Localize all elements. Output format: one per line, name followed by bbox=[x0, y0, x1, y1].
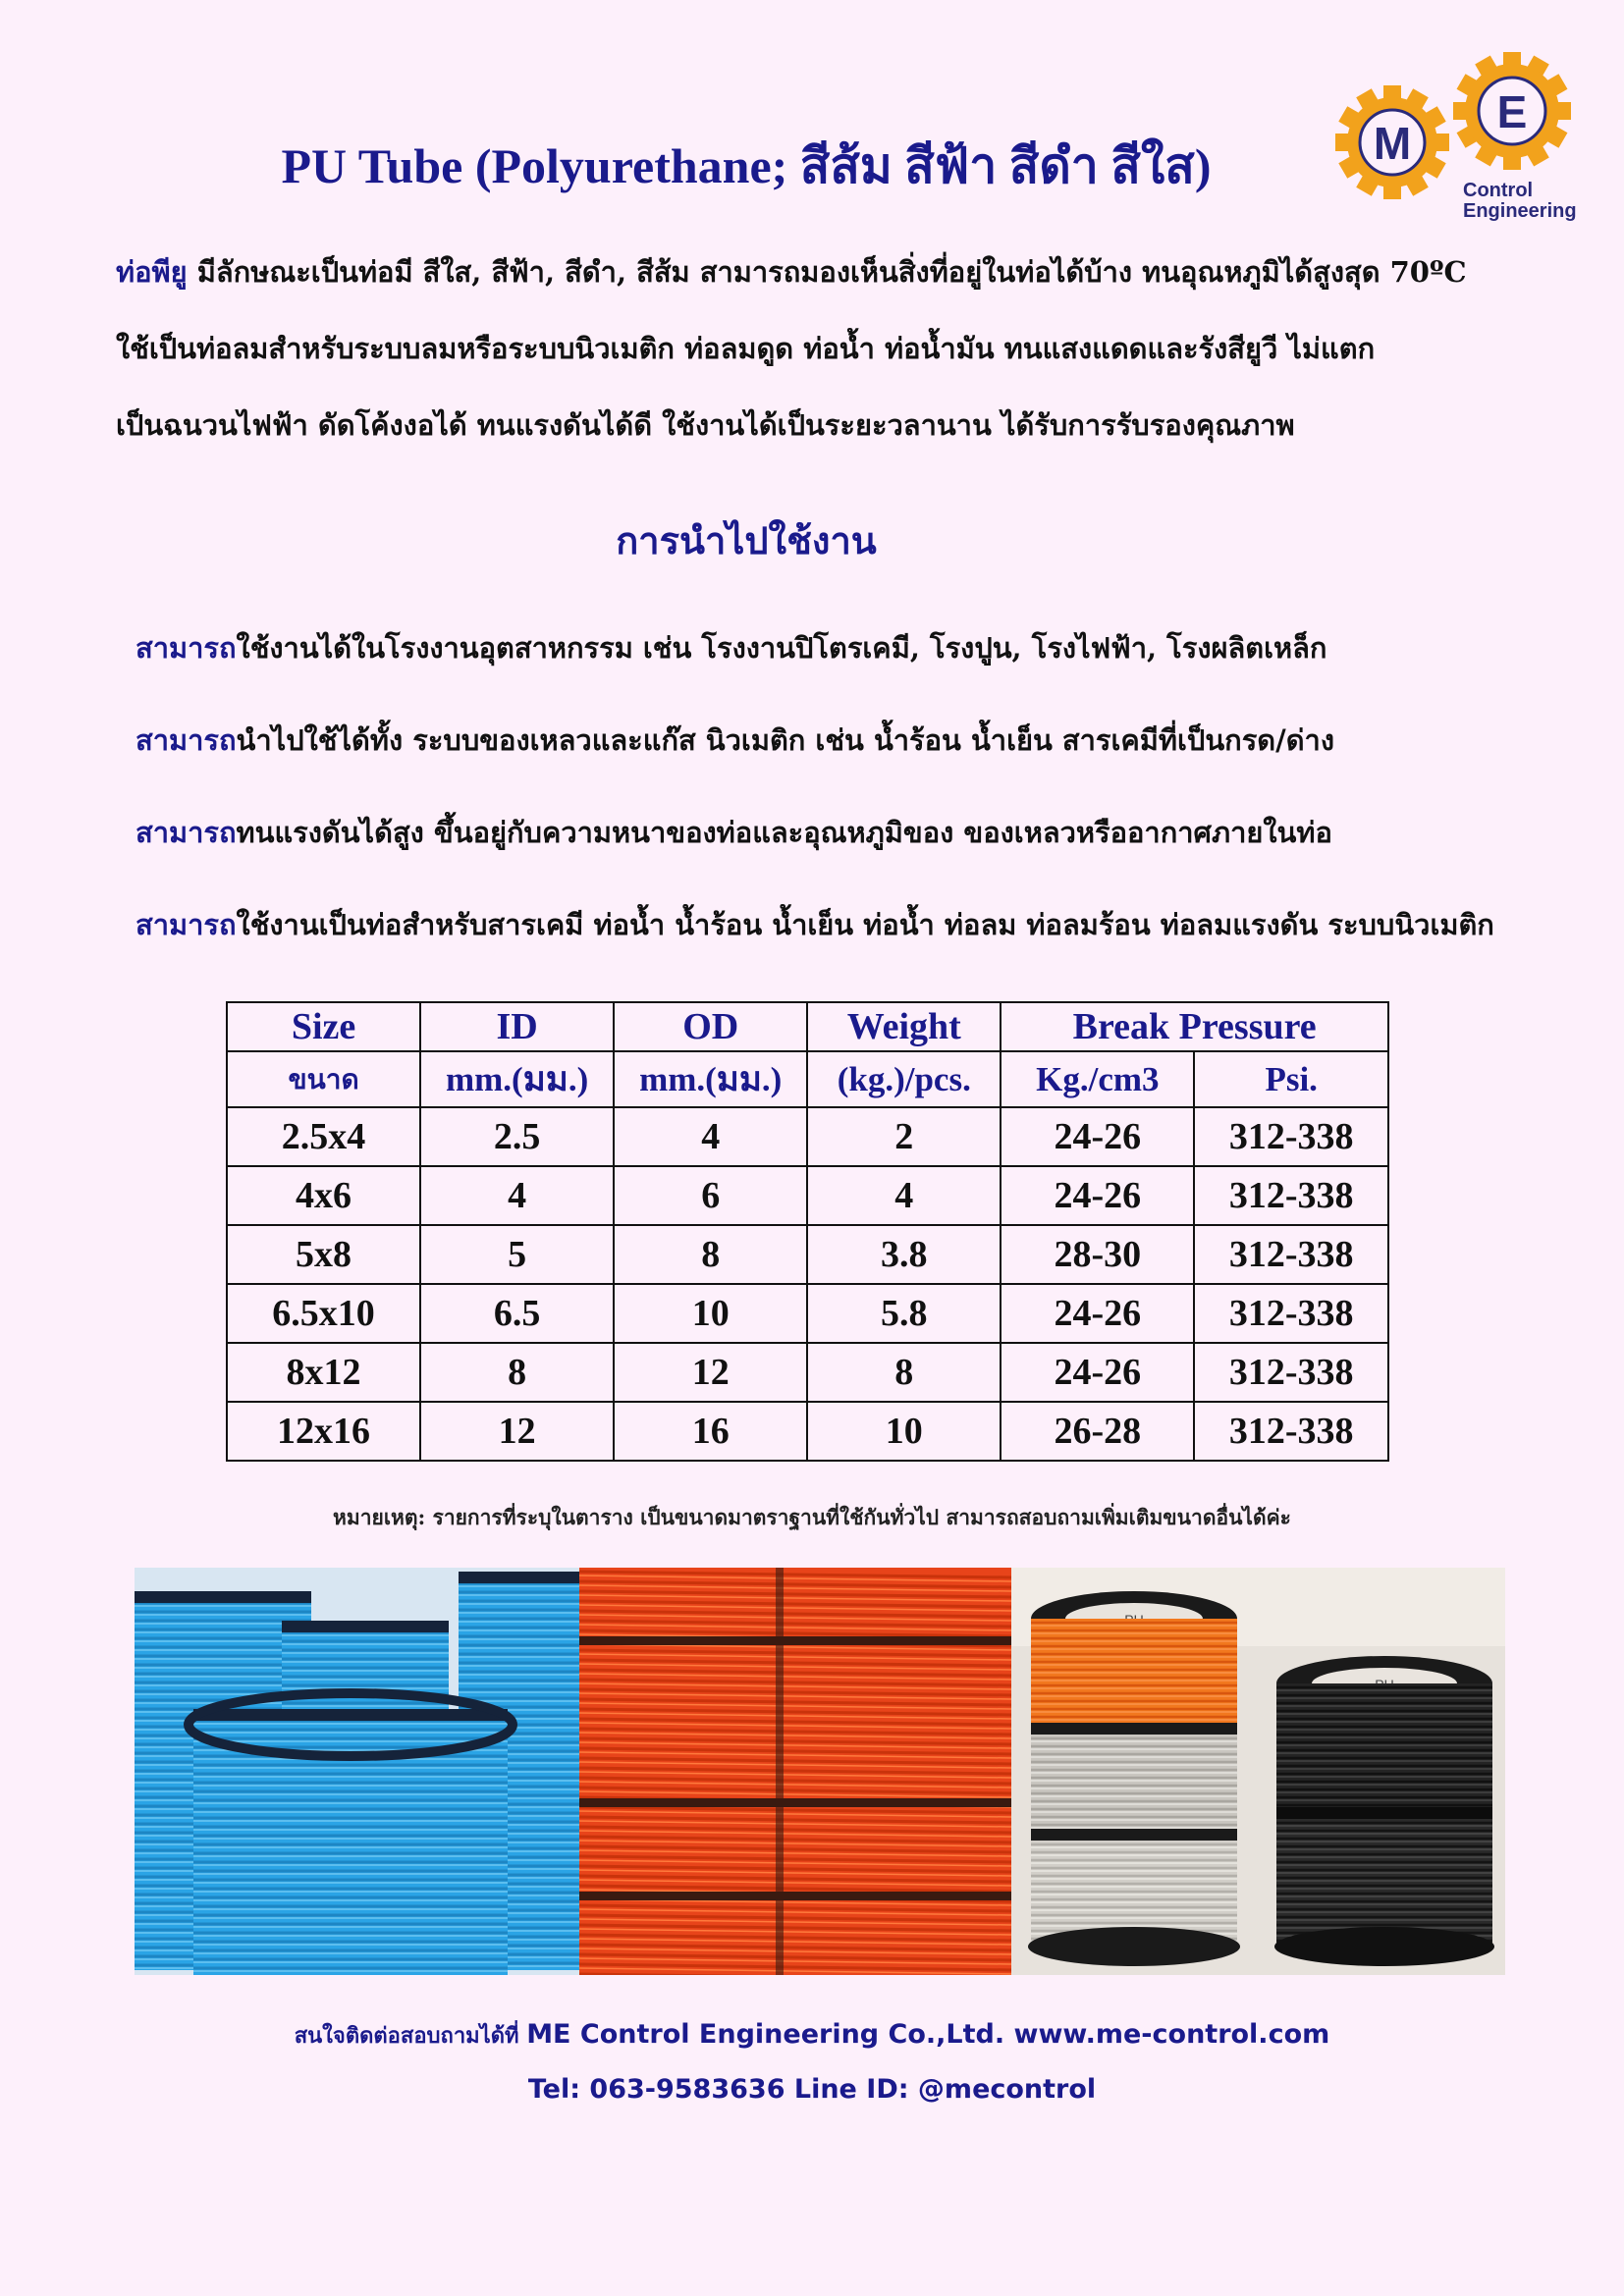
cell-pressure-kg: 24-26 bbox=[1001, 1284, 1194, 1343]
spool-left bbox=[1028, 1591, 1240, 1966]
spool-right bbox=[1274, 1656, 1494, 1966]
contact-footer bbox=[0, 2010, 1624, 2120]
cell-size: 12x16 bbox=[227, 1402, 420, 1461]
product-photos bbox=[135, 1568, 1505, 1975]
header-od: OD bbox=[614, 1002, 807, 1051]
cell-weight: 5.8 bbox=[807, 1284, 1001, 1343]
contact-line[interactable]: Tel: 063-9583636 Line ID: @mecontrol bbox=[527, 2074, 1097, 2105]
header-id: ID bbox=[420, 1002, 614, 1051]
clear-black-tube-photo bbox=[1011, 1568, 1505, 1975]
cell-id: 6.5 bbox=[420, 1284, 614, 1343]
cell-od: 6 bbox=[614, 1166, 807, 1225]
cell-weight: 2 bbox=[807, 1107, 1001, 1166]
usage-item bbox=[135, 709, 1530, 801]
header-break-pressure: Break Pressure bbox=[1001, 1002, 1388, 1051]
cell-weight: 3.8 bbox=[807, 1225, 1001, 1284]
intro-line: ใช้เป็นท่อลมสำหรับระบบลมหรือระบบนิวเมติก ท่อลมดูด ท่อน้ำ ท่อน้ำมัน ทนแสงแดดและรังสียูวี ไม่แตก bbox=[116, 332, 1376, 365]
usage-text: ทนแรงดันได้สูง ขึ้นอยู่กับความหนาของท่อและอุณหภูมิของ ของเหลวหรืออากาศภายในท่อ bbox=[236, 816, 1332, 849]
usage-text: ใช้งานได้ในโรงงานอุตสาหกรรม เช่น โรงงานปิโตรเคมี, โรงปูน, โรงไฟฟ้า, โรงผลิตเหล็ก bbox=[236, 631, 1327, 665]
unit-id: mm.(มม.) bbox=[420, 1051, 614, 1107]
spec-table bbox=[226, 1001, 1389, 1462]
cell-od: 8 bbox=[614, 1225, 807, 1284]
table-row bbox=[227, 1402, 1388, 1461]
intro-line-text: มีลักษณะเป็นท่อมี สีใส, สีฟ้า, สีดำ, สีส้ม สามารถมองเห็นสิ่งที่อยู่ในท่อได้บ้าง ทนอุณหภูมิได้สูงสุด 70ºC bbox=[187, 255, 1467, 289]
contact-lead: สนใจติดต่อสอบถามได้ที่ bbox=[294, 2023, 527, 2049]
usage-keyword: สามารถ bbox=[135, 723, 237, 757]
cell-id: 12 bbox=[420, 1402, 614, 1461]
cell-od: 10 bbox=[614, 1284, 807, 1343]
table-row bbox=[227, 1166, 1388, 1225]
usage-item bbox=[135, 893, 1530, 986]
header-size: Size bbox=[227, 1002, 420, 1051]
intro-paragraph bbox=[116, 243, 1520, 473]
cell-pressure-kg: 24-26 bbox=[1001, 1107, 1194, 1166]
usage-list bbox=[135, 616, 1530, 986]
cell-pressure-psi: 312-338 bbox=[1194, 1402, 1388, 1461]
logo-letter-e: E bbox=[1496, 86, 1528, 137]
usage-item bbox=[135, 616, 1530, 709]
unit-psi: Psi. bbox=[1194, 1051, 1388, 1107]
cell-id: 8 bbox=[420, 1343, 614, 1402]
intro-keyword: ท่อพียู bbox=[116, 255, 188, 289]
cell-size: 4x6 bbox=[227, 1166, 420, 1225]
blue-tube-image bbox=[135, 1568, 579, 1975]
usage-heading: การนำไปใช้งาน bbox=[616, 518, 877, 562]
table-row bbox=[227, 1225, 1388, 1284]
table-body bbox=[227, 1107, 1388, 1461]
usage-text: ใช้งานเป็นท่อสำหรับสารเคมี ท่อน้ำ น้ำร้อน น้ำเย็น ท่อน้ำ ท่อลม ท่อลมร้อน ท่อลมแรงดัน ระบบนิวเมติก bbox=[236, 908, 1494, 941]
cell-pressure-kg: 24-26 bbox=[1001, 1166, 1194, 1225]
usage-keyword: สามารถ bbox=[135, 816, 237, 849]
usage-keyword: สามารถ bbox=[135, 631, 237, 665]
cell-size: 8x12 bbox=[227, 1343, 420, 1402]
logo-letter-m: M bbox=[1373, 118, 1412, 169]
cell-pressure-kg: 26-28 bbox=[1001, 1402, 1194, 1461]
orange-tube-image bbox=[579, 1568, 1011, 1975]
cell-weight: 10 bbox=[807, 1402, 1001, 1461]
cell-pressure-psi: 312-338 bbox=[1194, 1225, 1388, 1284]
page-title: PU Tube (Polyurethane; สีส้ม สีฟ้า สีดำ สีใส) bbox=[281, 138, 1212, 193]
intro-line: เป็นฉนวนไฟฟ้า ดัดโค้งงอได้ ทนแรงดันได้ดี ใช้งานได้เป็นระยะวลานาน ได้รับการรับรองคุณภาพ bbox=[116, 408, 1295, 442]
unit-weight: (kg.)/pcs. bbox=[807, 1051, 1001, 1107]
table-row bbox=[227, 1284, 1388, 1343]
usage-keyword: สามารถ bbox=[135, 908, 237, 941]
cell-size: 6.5x10 bbox=[227, 1284, 420, 1343]
cell-id: 5 bbox=[420, 1225, 614, 1284]
cell-od: 16 bbox=[614, 1402, 807, 1461]
company-name[interactable]: ME Control Engineering Co.,Ltd. www.me-control.com bbox=[526, 2019, 1330, 2050]
table-header-row bbox=[227, 1002, 1388, 1051]
header-weight: Weight bbox=[807, 1002, 1001, 1051]
cell-id: 2.5 bbox=[420, 1107, 614, 1166]
cell-pressure-kg: 24-26 bbox=[1001, 1343, 1194, 1402]
unit-od: mm.(มม.) bbox=[614, 1051, 807, 1107]
cell-size: 5x8 bbox=[227, 1225, 420, 1284]
cell-weight: 4 bbox=[807, 1166, 1001, 1225]
cell-pressure-kg: 28-30 bbox=[1001, 1225, 1194, 1284]
cell-pressure-psi: 312-338 bbox=[1194, 1284, 1388, 1343]
table-row bbox=[227, 1107, 1388, 1166]
me-control-logo bbox=[1316, 39, 1591, 236]
usage-item bbox=[135, 801, 1530, 893]
intro-line bbox=[116, 243, 1520, 320]
cell-pressure-psi: 312-338 bbox=[1194, 1166, 1388, 1225]
table-row bbox=[227, 1343, 1388, 1402]
cell-size: 2.5x4 bbox=[227, 1107, 420, 1166]
table-units-row bbox=[227, 1051, 1388, 1107]
cell-od: 4 bbox=[614, 1107, 807, 1166]
usage-text: นำไปใช้ได้ทั้ง ระบบของเหลวและแก๊ส นิวเมติก เช่น น้ำร้อน น้ำเย็น สารเคมีที่เป็นกรด/ด่าง bbox=[236, 723, 1334, 757]
logo-text-engineering: Engineering bbox=[1463, 200, 1577, 222]
company-line bbox=[0, 2010, 1624, 2065]
cell-pressure-psi: 312-338 bbox=[1194, 1343, 1388, 1402]
clear-black-tube-image bbox=[1011, 1568, 1505, 1975]
logo-text-control: Control bbox=[1463, 180, 1534, 201]
table-note: หมายเหตุ: รายการที่ระบุในตาราง เป็นขนาดมาตราฐานที่ใช้กันทั่วไป สามารถสอบถามเพิ่มเติมขนาดอื่นได้ค่ะ bbox=[333, 1505, 1291, 1529]
blue-tube-photo bbox=[135, 1568, 579, 1975]
cell-weight: 8 bbox=[807, 1343, 1001, 1402]
cell-od: 12 bbox=[614, 1343, 807, 1402]
cell-pressure-psi: 312-338 bbox=[1194, 1107, 1388, 1166]
unit-size: ขนาด bbox=[227, 1051, 420, 1107]
unit-kg-cm3: Kg./cm3 bbox=[1001, 1051, 1194, 1107]
orange-tube-photo bbox=[579, 1568, 1011, 1975]
cell-id: 4 bbox=[420, 1166, 614, 1225]
